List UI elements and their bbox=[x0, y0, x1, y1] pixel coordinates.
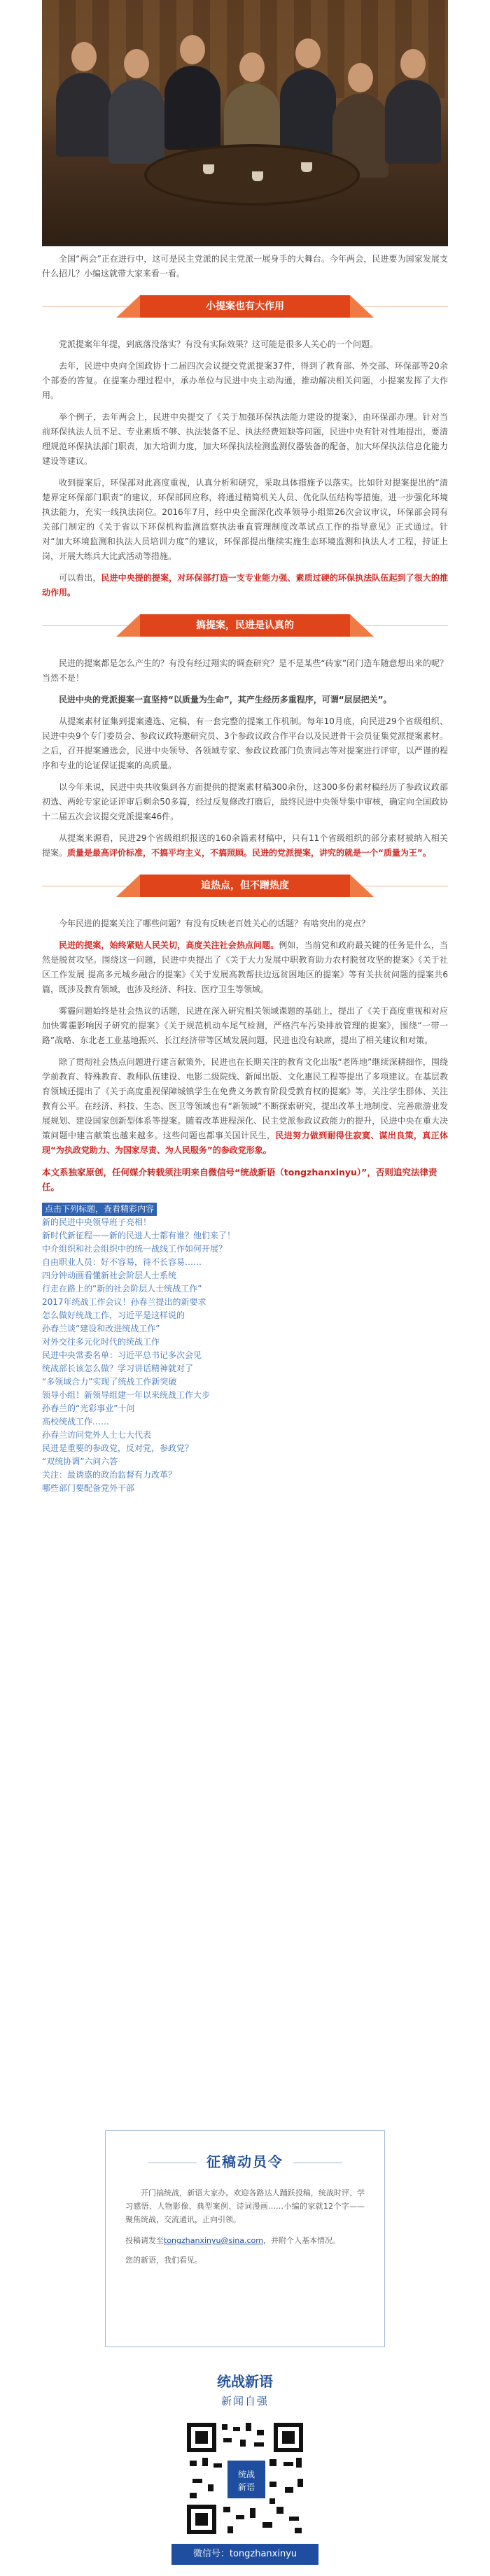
related-link[interactable]: 2017年统战工作会议！孙春兰提出的新要求 bbox=[42, 1297, 206, 1307]
paragraph: 今年民进的提案关注了哪些问题？有没有反映老百姓关心的话题？有啥突出的亮点？ bbox=[59, 919, 370, 928]
section-title: 小提案也有大作用 bbox=[140, 295, 350, 318]
paragraph: 去年，民进中央向全国政协十二届四次会议提交党派提案37件，得到了教育部、外交部、环保部等20余个部委的答复。在提案办理过程中，承办单位与民进中央主动沟通，推动解决相关问题，小提案发挥了大作用。 bbox=[42, 361, 448, 400]
email-link[interactable]: tongzhanxinyu@sina.com bbox=[164, 2236, 263, 2245]
brand-slogan: 新闻自强 bbox=[220, 2395, 269, 2407]
related-link[interactable]: 四分钟动画看懂新社会阶层人士系统 bbox=[42, 1271, 177, 1280]
related-link[interactable]: 关注：最诱惑的政治监督有力改革？ bbox=[42, 1470, 177, 1480]
intro-paragraph: 全国“两会”正在进行中，这可是民主党派的民主党派一展身手的大舞台。今年两会，民进要为国家发展支什么招儿？小编这就带大家来看一看。 bbox=[42, 254, 448, 278]
related-link[interactable]: 怎么做好统战工作，习近平是这样说的 bbox=[42, 1310, 186, 1320]
paragraph: 举个例子，去年两会上，民进中央提交了《关于加强环保执法能力建设的提案》，由环保部办理。针对当前环保执法人员不足、专业素质不够、执法装备不足、执法经费短缺等问题，民进中央有针对性地提出，要清理规范环保执法部门职责，加大培训力度，加大环保执法检测监测仪器装备的配备，加大环保执法信息化能力建设等建议。 bbox=[42, 412, 448, 466]
related-link[interactable]: “双统协调”六问六答 bbox=[42, 1457, 118, 1466]
svg-text:统战: 统战 bbox=[237, 2470, 255, 2479]
wechat-id-bar: 微信号：tongzhanxinyu bbox=[172, 2544, 318, 2565]
related-link[interactable]: “多领域合力”实现了统战工作新突破 bbox=[42, 1377, 177, 1387]
paragraph: 民进的提案，始终紧贴人民关切，高度关注社会热点问题。例如，当前党和政府最关键的任务是什么，当然是脱贫攻坚。围绕这一问题，民进中央提出了《关于大力发展中职教育助力农村脱贫攻坚的提案》《关于社区工作发展 提高多元城乡融合的提案》《关于发展高教帮扶边远贫困地区的提案》等有关扶贫问题的提案共6篇，既涉及教育领域，也涉及经济、科技、医疗卫生等领域。 bbox=[42, 940, 448, 994]
related-link[interactable]: 孙春兰访问党外人士七大代表 bbox=[42, 1430, 152, 1440]
paragraph: 除了贯彻社会热点问题进行建言献策外，民进也在长期关注的教育文化出版“老阵地”继续深耕细作，围绕学前教育、特殊教育、教师队伍建设、电影二级院线、新闻出版、文化惠民工程等提出了多项建议。在基层教育领域还提出了《关于高度重视保障城镇学生在免费义务教育阶段受教育权的提案》等，关注学生群体、关注教育公平。在经济、科技、生态、医卫等领域也有“新领域”不断探索研究，提出改革土地制度、完善旅游业发展规划、建设国家创新型体系等提案。随着改革进程深化、民主党派参政议政能力的提升，民进中央在重大决策问题中建言献策也越来越多。这些问题也都事关国计民生，民进努力做到耐得住寂寞、谋出良策，真正体现“为执政党助力、为国家尽责、为人民服务”的参政党形象。 bbox=[42, 1057, 448, 1155]
photo-cup bbox=[301, 162, 312, 172]
paragraph: 可以看出，民进中央提的提案，对环保部打造一支专业能力强、素质过硬的环保执法队伍起到了很大的推动作用。 bbox=[42, 573, 448, 597]
photo-person bbox=[280, 38, 336, 153]
related-link[interactable]: 高校统战工作…… bbox=[42, 1417, 110, 1427]
meeting-photo bbox=[42, 0, 448, 246]
paragraph: 收到提案后，环保部对此高度重视，认真分析和研究，采取具体措施予以落实。比如针对提案提出的“清楚界定环保部门职责”的建议，环保部回应称，将通过精简机关人员、优化队伍结构等措施，进一步强化环境执法能力，充实一线执法岗位。2016年7月，经中央全面深化改革领导小组第26次会议审议，环保部会同有关部门制定的《关于省以下环保机构监测监察执法垂直管理制度改革试点工作的指导意见》正式通过。针对“加大环境监测和执法人员培训力度”的建议，环保部提出继续实施生态环境监测和执法人才工程，持证上岗，开展大练兵大比武活动等措施。 bbox=[42, 478, 448, 561]
paragraph: 雾霾问题始终是社会热议的话题，民进在深入研究相关领域课题的基础上，提出了《关于高度重视和对应加快雾霾影响因子研究的提案》《关于规范机动车尾气检测，严格汽车污染排放管理的提案》，围绕“一带一路”战略、东北老工业基地振兴、长江经济带等区域发展问题，民进也没有缺席，提出了相关建议和对策。 bbox=[42, 1006, 448, 1045]
section-title: 搞提案，民进是认真的 bbox=[140, 614, 350, 637]
highlight-text: 质量是最高评价标准，不搞平均主义，不搞照顾。民进的党派提案，讲究的就是一个“质量为王”。 bbox=[67, 848, 431, 858]
qr-code-icon bbox=[172, 2417, 318, 2540]
related-link[interactable]: 对外交往多元化时代的统战工作 bbox=[42, 1337, 160, 1347]
section-header-3 bbox=[42, 868, 448, 904]
paragraph: 从提案来源看，民进29个省级组织报送的160余篇素材稿中，只有11个省级组织的部分素材被纳入相关提案。质量是最高评价标准，不搞平均主义，不搞照顾。民进的党派提案，讲究的就是一个“质量为王”。 bbox=[42, 833, 448, 858]
section-title: 追热点，但不蹭热度 bbox=[140, 875, 350, 897]
related-link[interactable]: 新的民进中央领导班子亮相！ bbox=[42, 1217, 152, 1227]
related-link[interactable]: 孙春兰谈“建设和改进统战工作” bbox=[42, 1324, 160, 1333]
highlight-paragraph: 民进中央的党派提案一直坚持“以质量为生命”，其产生经历多重程序，可谓“层层把关”。 bbox=[59, 695, 392, 705]
section-header-2 bbox=[42, 607, 448, 644]
article-body bbox=[42, 252, 448, 1495]
recruit-thanks: 您的新语，我们看见。 bbox=[125, 2256, 202, 2265]
highlight-text: 民进努力做到耐得住寂寞、谋出良策，真正体现“为执政党助力、为国家尽责、为人民服务”的参政党形象。 bbox=[42, 1131, 448, 1155]
photo-cup bbox=[252, 171, 263, 181]
related-link[interactable]: 民进中央常委名单：习近平总书记多次会见 bbox=[42, 1350, 202, 1360]
photo-person bbox=[385, 49, 441, 164]
recruit-title: 征稿动员令 bbox=[206, 2153, 284, 2170]
paragraph: 民进的提案都是怎么产生的？有没有经过翔实的调查研究？是不是某些“砖家”闭门造车随意想出来的呢？当然不是！ bbox=[42, 658, 448, 683]
photo-person bbox=[56, 42, 112, 157]
related-link[interactable]: 民进是重要的参政党，反对党，参政党？ bbox=[42, 1443, 194, 1453]
photo-person bbox=[108, 49, 164, 164]
brand-block bbox=[0, 2370, 490, 2408]
qr-code bbox=[172, 2417, 318, 2540]
recruit-box bbox=[105, 2130, 385, 2347]
recruit-mail: 投稿请发至tongzhanxinyu@sina.com，并附个人基本情况。 bbox=[125, 2236, 340, 2245]
photo-person bbox=[164, 35, 220, 150]
section-header-1 bbox=[42, 288, 448, 325]
related-link[interactable]: 统战部长该怎么做？学习讲话精神就对了 bbox=[42, 1364, 194, 1373]
related-link[interactable]: 领导小组！新领导组建一年以来统战工作大步 bbox=[42, 1390, 211, 1400]
paragraph: 党派提案年年提，到底落没落实？有没有实际效果？这可能是很多人关心的一个问题。 bbox=[59, 339, 379, 349]
related-link[interactable]: 中介组织和社会组织中的统一战线工作如何开展？ bbox=[42, 1244, 227, 1254]
highlight-text: 民进中央提的提案，对环保部打造一支专业能力强、素质过硬的环保执法队伍起到了很大的推动作用。 bbox=[42, 573, 448, 597]
copyright-note: 本文系独家原创，任何媒介转载须注明来自微信号“统战新语（tongzhanxinyu）”，否则追究法律责任。 bbox=[42, 1167, 438, 1192]
related-link[interactable]: 新时代新征程——新的民进人士都有谁？他们来了！ bbox=[42, 1231, 236, 1240]
photo-cup bbox=[203, 164, 214, 174]
paragraph: 从提案素材征集到提案遴选、定稿，有一套完整的提案工作机制。每年10月底，向民进29个省级组织、民进中央9个专门委员会、参政议政特邀研究员、3个参政议政合作平台以及民进骨干会员征集党派提案素材。之后，召开提案遴选会，民进中央领导、各领域专家、参政议政部门负责同志等对提案进行评审，以严谨的程序和专业的论证保证提案的高质量。 bbox=[42, 716, 448, 770]
related-link[interactable]: 自由职业人员：好不容易，待不长容易…… bbox=[42, 1257, 202, 1267]
related-links bbox=[42, 1201, 448, 1495]
related-link[interactable]: 行走在路上的“新的社会阶层人士统战工作” bbox=[42, 1284, 202, 1294]
related-link[interactable]: 哪些部门要配备党外干部 bbox=[42, 1483, 135, 1493]
highlight-text: 民进的提案，始终紧贴人民关切，高度关注社会热点问题。 bbox=[59, 940, 279, 950]
related-links-header: 点击下列标题，查看精彩内容 bbox=[42, 1203, 157, 1216]
svg-text:新语: 新语 bbox=[237, 2482, 255, 2492]
brand-name: 统战新语 bbox=[217, 2373, 273, 2390]
recruit-body: 开门搞统战，新语大家办。欢迎各路达人踊跃投稿，统战时评、学习感悟、人物影像、典型案例、诗词漫画……小编的家就12个字——聚焦统战，交流通讯，正向引领。 bbox=[125, 2188, 365, 2224]
paragraph: 以今年来说，民进中央共收集到各方面提供的提案素材稿300余份，这300多份素材稿经历了参政议政部初选、两轮专家论证评审后剩余50多篇，经过反复修改打磨后，最终民进中央领导集中审核，确定向全国政协十二届五次会议提交党派提案46件。 bbox=[42, 782, 448, 821]
related-link[interactable]: 孙春兰的“光彩事业”十问 bbox=[42, 1403, 135, 1413]
